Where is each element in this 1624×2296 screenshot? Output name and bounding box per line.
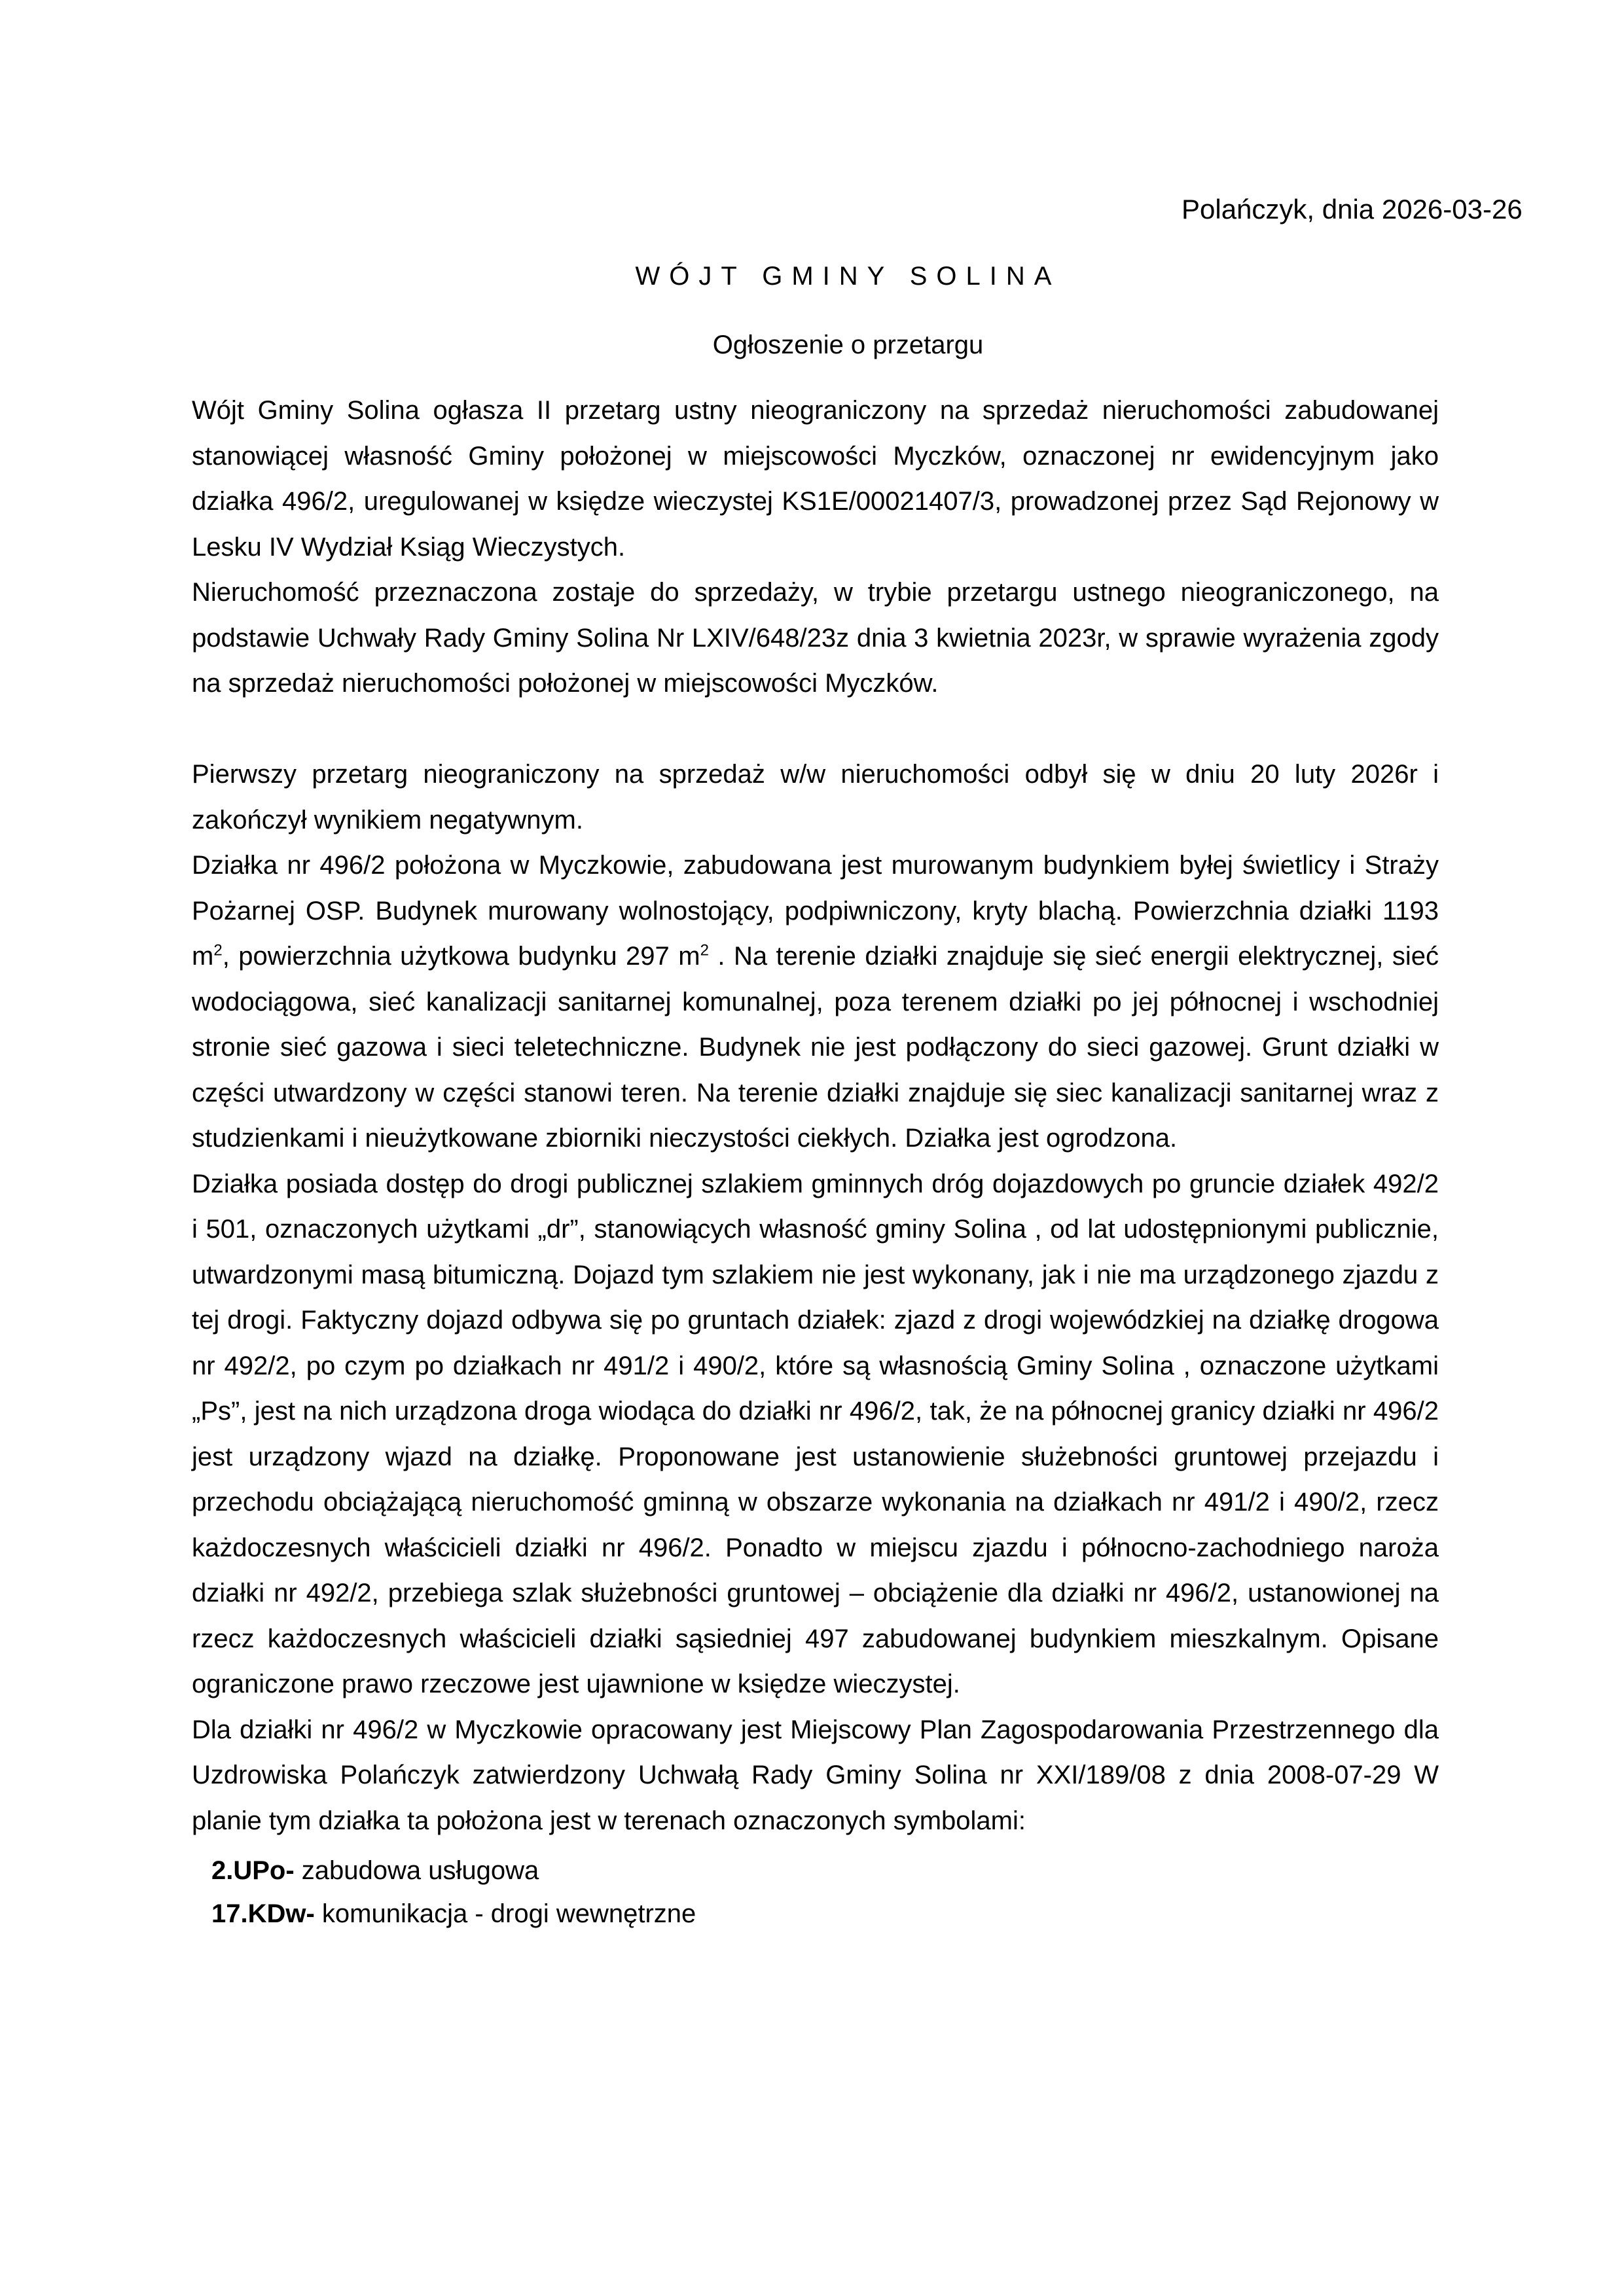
paragraph-zoning-plan: Dla działki nr 496/2 w Myczkowie opracowany jest Miejscowy Plan Zagospodarowania Przestrzennego dla Uzdrowiska Polańczyk zatwierdzony Uchwałą Rady Gminy Solina nr XXI/189/08 z dnia 2008-07-29 W planie tym działka ta położona jest w terenach oznaczonych symbolami: [192, 1715, 1439, 1835]
paragraph-intro: Wójt Gminy Solina ogłasza II przetarg ustny nieograniczony na sprzedaż nieruchomości zabudowanej stanowiącej własność Gminy położonej w miejscowości Myczków, oznaczonej nr ewidencyjnym jako działka 496/2, uregulowanej w księdze wieczystej KS1E/00021407/3, prowadzonej przez Sąd Rejonowy w Lesku IV Wydział Ksiąg Wieczystych. [192, 396, 1439, 562]
plot-description-part-c: . Na terenie działki znajduje się sieć energii elektrycznej, sieć wodociągowa, sieć kanalizacji sanitarnej komunalnej, poza terenem działki po jej północnej i wschodniej stronie sieć gazowa i sieci teletechniczne. Budynek nie jest podłączony do sieci gazowej. Grunt działki w części utwardzony w części stanowi teren. Na terenie działki znajduje się siec kanalizacji sanitarnej wraz z studzienkami i nieużytkowane zbiorniki nieczystości ciekłych. Działka jest ogrodzona. [192, 942, 1439, 1153]
zoning-symbol-code: 17.KDw- [211, 1899, 315, 1928]
announcement-subtitle: Ogłoszenie o przetargu [712, 331, 984, 359]
date-line: Polańczyk, dnia 2026-03-26 [1182, 194, 1523, 224]
zoning-symbol-code: 2.UPo- [211, 1856, 295, 1885]
paragraph-designation: Nieruchomość przeznaczona zostaje do sprzedaży, w trybie przetargu ustnego nieograniczonego, na podstawie Uchwały Rady Gminy Solina Nr LXIV/648/23z dnia 3 kwietnia 2023r, w sprawie wyrażenia zgody na sprzedaż nieruchomości położonej w miejscowości Myczków. [192, 578, 1439, 698]
plot-description-part-a: Działka nr 496/2 położona w Myczkowie, zabudowana jest murowanym budynkiem byłej świetlicy i Straży Pożarnej OSP. Budynek murowany wolnostojący, podpiwniczony, kryty blachą. Powierzchnia działki 1193 m [192, 851, 1439, 971]
plot-description-part-b: , powierzchnia użytkowa budynku 297 m [222, 942, 700, 971]
document-body [192, 388, 1439, 1935]
paragraph-access: Działka posiada dostęp do drogi publicznej szlakiem gminnych dróg dojazdowych po gruncie działek 492/2 i 501, oznaczonych użytkami „dr”, stanowiących własność gminy Solina , od lat udostępnionymi publicznie, utwardzonymi masą bitumiczną. Dojazd tym szlakiem nie jest wykonany, jak i nie ma urządzonego zjazdu z tej drogi. Faktyczny dojazd odbywa się po gruntach działek: zjazd z drogi wojewódzkiej na działkę drogowa nr 492/2, po czym po działkach nr 491/2 i 490/2, które są własnością Gminy Solina , oznaczone użytkami „Ps”, jest na nich urządzona droga wiodąca do działki nr 496/2, tak, że na północnej granicy działki nr 496/2 jest urządzony wjazd na działkę. Proponowane jest ustanowienie służebności gruntowej przejazdu i przechodu obciążającą nieruchomość gminną w obszarze wykonania na działkach nr 491/2 i 490/2, rzecz każdoczesnych właścicieli działki nr 496/2. Ponadto w miejscu zjazdu i północno-zachodniego naroża działki nr 492/2, przebiega szlak służebności gruntowej – obciążenie dla działki nr 496/2, ustanowionej na rzecz każdoczesnych właścicieli działki sąsiedniej 497 zabudowanej budynkiem mieszkalnym. Opisane ograniczone prawo rzeczowe jest ujawnione w księdze wieczystej. [192, 1169, 1439, 1698]
zoning-symbol-item [211, 1892, 1439, 1935]
authority-title: WÓJT GMINY SOLINA [635, 262, 1061, 291]
zoning-symbols-list [211, 1849, 1439, 1935]
paragraph-first-tender: Pierwszy przetarg nieograniczony na sprzedaż w/w nieruchomości odbył się w dniu 20 luty 2026r i zakończył wynikiem negatywnym. [192, 760, 1439, 834]
paragraph-spacer [192, 707, 1439, 753]
superscript-2: 2 [213, 941, 223, 960]
zoning-symbol-description: komunikacja - drogi wewnętrzne [314, 1899, 696, 1928]
paragraph-plot-description [192, 843, 1439, 1162]
superscript-2: 2 [700, 941, 709, 960]
zoning-symbol-description: zabudowa usługowa [294, 1856, 539, 1885]
zoning-symbol-item [211, 1849, 1439, 1892]
